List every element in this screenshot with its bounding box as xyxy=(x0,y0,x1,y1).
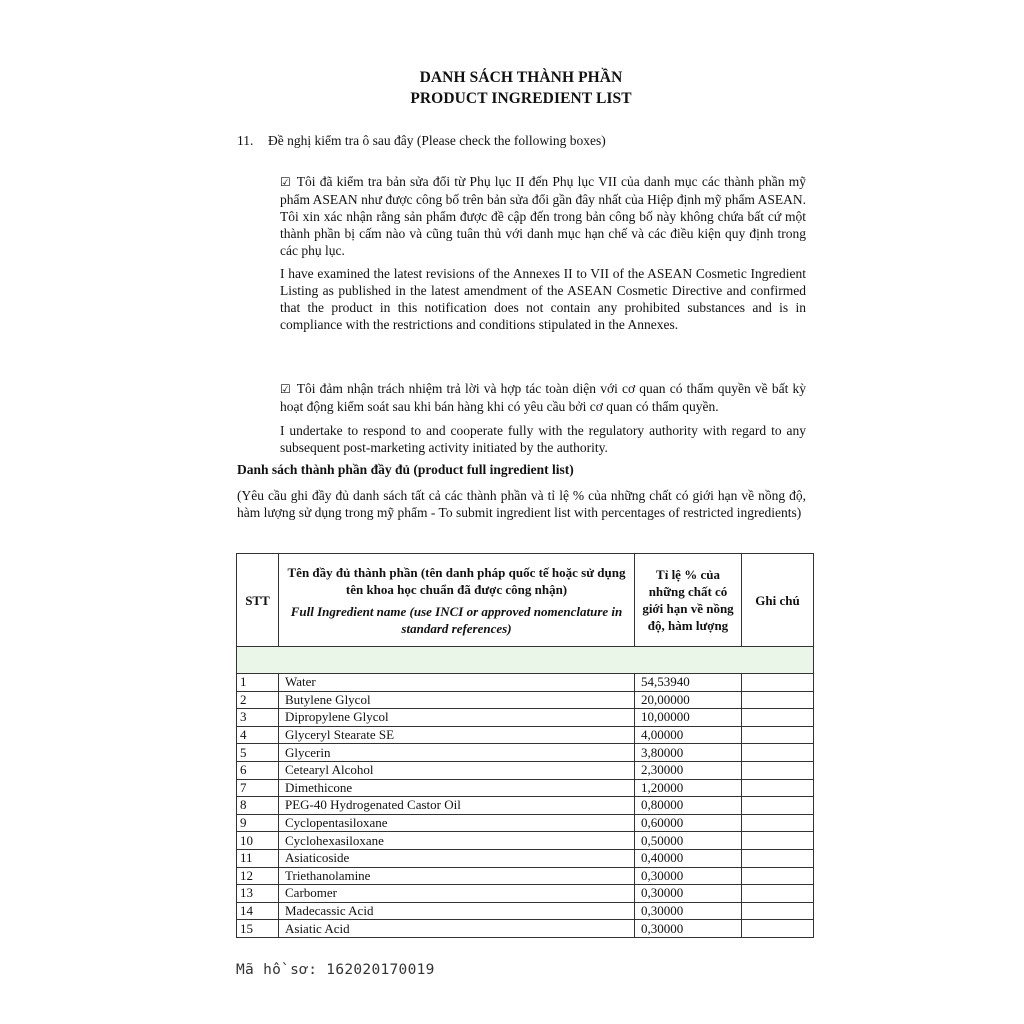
title-vietnamese: DANH SÁCH THÀNH PHẦN xyxy=(419,69,623,86)
stt-cell: 13 xyxy=(237,885,279,903)
section-11-number: 11. xyxy=(237,133,254,148)
checkbox-1-english: I have examined the latest revisions of the Annexes II to VII of the ASEAN Cosmetic Ingredient Listing as published in the latest amendment of the ASEAN Cosmetic Directive and confirmed that the product in this notification does not contain any prohibited substances and is in compliance with the restrictions and conditions stipulated in the Annexes. xyxy=(280,266,806,332)
stt-cell: 14 xyxy=(237,902,279,920)
percent-cell: 4,00000 xyxy=(635,726,742,744)
note-cell xyxy=(742,849,814,867)
table-row xyxy=(237,797,814,815)
stt-cell: 4 xyxy=(237,726,279,744)
stt-cell: 7 xyxy=(237,779,279,797)
note-cell xyxy=(742,761,814,779)
full-list-request: (Yêu cầu ghi đầy đủ danh sách tất cả các thành phần và tỉ lệ % của những chất có giới hạn về nồng độ, hàm lượng sử dụng trong mỹ phẩm - To submit ingredient list with percentages of restricted ingredients) xyxy=(237,488,806,520)
header-percent: Tỉ lệ % của những chất có giới hạn về nồng độ, hàm lượng xyxy=(635,554,742,647)
ingredient-name-cell: Cyclopentasiloxane xyxy=(279,814,635,832)
title-english: PRODUCT INGREDIENT LIST xyxy=(410,90,632,107)
note-cell xyxy=(742,744,814,762)
header-ingredient-name xyxy=(279,554,635,647)
note-cell xyxy=(742,709,814,727)
stt-cell: 3 xyxy=(237,709,279,727)
percent-cell: 0,30000 xyxy=(635,885,742,903)
checkbox-2-vietnamese xyxy=(280,380,806,415)
table-row xyxy=(237,849,814,867)
table-row xyxy=(237,674,814,692)
note-cell xyxy=(742,726,814,744)
checkbox-1-vietnamese xyxy=(280,173,806,259)
header-name-vi: Tên đầy đủ thành phần (tên danh pháp quốc tế hoặc sử dụng tên khoa học chuẩn đã được công nhận) xyxy=(287,564,626,597)
spacer-cell xyxy=(237,647,814,674)
percent-cell: 0,80000 xyxy=(635,797,742,815)
ingredient-name-cell: Asiatic Acid xyxy=(279,920,635,938)
stt-cell: 9 xyxy=(237,814,279,832)
table-row xyxy=(237,691,814,709)
percent-cell: 0,30000 xyxy=(635,902,742,920)
note-cell xyxy=(742,691,814,709)
note-cell xyxy=(742,902,814,920)
table-row xyxy=(237,709,814,727)
percent-cell: 0,50000 xyxy=(635,832,742,850)
table-row xyxy=(237,885,814,903)
table-row xyxy=(237,744,814,762)
ingredient-name-cell: Carbomer xyxy=(279,885,635,903)
ingredient-name-cell: Dipropylene Glycol xyxy=(279,709,635,727)
table-row xyxy=(237,867,814,885)
checkbox-1-vi-text: Tôi đã kiểm tra bản sửa đổi từ Phụ lục II đến Phụ lục VII của danh mục các thành phần mỹ phẩm ASEAN như được công bố trên bản sửa đổi gần đây nhất của Hiệp định mỹ phẩm ASEAN. Tôi xin xác nhận rằng sản phẩm được đề cập đến trong bản công bố này không chứa bất cứ một thành phần bị cấm nào và cũng tuân thủ với danh mục hạn chế và các điều kiện quy định trong các phụ lục. xyxy=(280,174,806,258)
checkbox-2-english: I undertake to respond to and cooperate fully with the regulatory authority with regard to any subsequent post-marketing activity initiated by the authority. xyxy=(280,423,806,455)
ingredient-name-cell: PEG-40 Hydrogenated Castor Oil xyxy=(279,797,635,815)
note-cell xyxy=(742,674,814,692)
note-cell xyxy=(742,832,814,850)
stt-cell: 1 xyxy=(237,674,279,692)
full-list-heading: Danh sách thành phần đầy đủ (product full ingredient list) xyxy=(237,462,574,477)
table-row xyxy=(237,761,814,779)
stt-cell: 2 xyxy=(237,691,279,709)
table-header-row xyxy=(237,554,814,647)
note-cell xyxy=(742,885,814,903)
note-cell xyxy=(742,814,814,832)
ingredient-name-cell: Dimethicone xyxy=(279,779,635,797)
stt-cell: 15 xyxy=(237,920,279,938)
percent-cell: 1,20000 xyxy=(635,779,742,797)
stt-cell: 6 xyxy=(237,761,279,779)
table-row xyxy=(237,814,814,832)
percent-cell: 2,30000 xyxy=(635,761,742,779)
table-row xyxy=(237,902,814,920)
ingredient-name-cell: Madecassic Acid xyxy=(279,902,635,920)
header-note: Ghi chú xyxy=(742,554,814,647)
percent-cell: 20,00000 xyxy=(635,691,742,709)
percent-cell: 0,30000 xyxy=(635,867,742,885)
table-spacer-row xyxy=(237,647,814,674)
percent-cell: 0,60000 xyxy=(635,814,742,832)
note-cell xyxy=(742,797,814,815)
table-row xyxy=(237,832,814,850)
note-cell xyxy=(742,867,814,885)
ingredient-name-cell: Glyceryl Stearate SE xyxy=(279,726,635,744)
ingredient-name-cell: Triethanolamine xyxy=(279,867,635,885)
dossier-code: Mã hồ sơ: 162020170019 xyxy=(236,962,435,978)
ingredient-name-cell: Water xyxy=(279,674,635,692)
checked-box-icon[interactable]: ☑ xyxy=(280,175,291,189)
stt-cell: 11 xyxy=(237,849,279,867)
checkbox-2-vi-text: Tôi đảm nhận trách nhiệm trả lời và hợp tác toàn diện với cơ quan có thẩm quyền về bất kỳ hoạt động kiểm soát sau khi bán hàng khi có yêu cầu bởi cơ quan có thẩm quyền. xyxy=(280,381,806,414)
stt-cell: 12 xyxy=(237,867,279,885)
ingredient-name-cell: Glycerin xyxy=(279,744,635,762)
percent-cell: 0,30000 xyxy=(635,920,742,938)
percent-cell: 10,00000 xyxy=(635,709,742,727)
ingredient-name-cell: Butylene Glycol xyxy=(279,691,635,709)
header-stt: STT xyxy=(237,554,279,647)
checked-box-icon[interactable]: ☑ xyxy=(280,382,291,396)
table-row xyxy=(237,779,814,797)
percent-cell: 3,80000 xyxy=(635,744,742,762)
percent-cell: 54,53940 xyxy=(635,674,742,692)
note-cell xyxy=(742,779,814,797)
note-cell xyxy=(742,920,814,938)
ingredient-name-cell: Asiaticoside xyxy=(279,849,635,867)
ingredient-table xyxy=(236,553,814,938)
stt-cell: 5 xyxy=(237,744,279,762)
stt-cell: 8 xyxy=(237,797,279,815)
section-11-text: Đề nghị kiểm tra ô sau đây (Please check the following boxes) xyxy=(268,133,606,148)
table-row xyxy=(237,726,814,744)
ingredient-name-cell: Cetearyl Alcohol xyxy=(279,761,635,779)
section-11 xyxy=(237,132,817,149)
table-row xyxy=(237,920,814,938)
header-name-en: Full Ingredient name (use INCI or approved nomenclature in standard references) xyxy=(290,603,623,636)
stt-cell: 10 xyxy=(237,832,279,850)
ingredient-name-cell: Cyclohexasiloxane xyxy=(279,832,635,850)
percent-cell: 0,40000 xyxy=(635,849,742,867)
